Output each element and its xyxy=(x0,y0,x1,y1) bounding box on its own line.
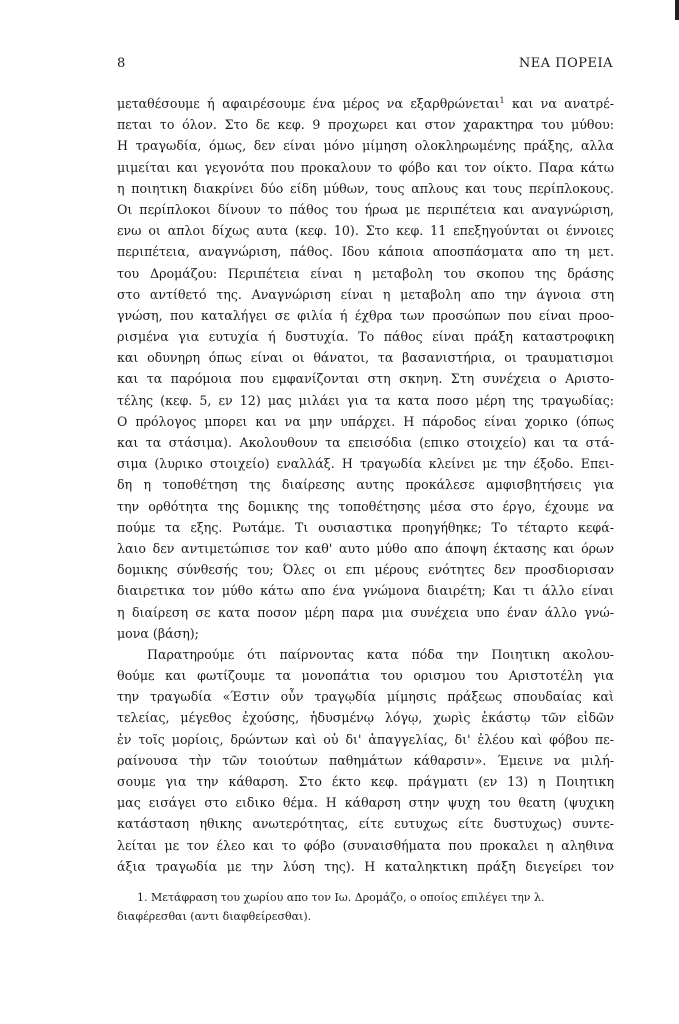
text-line: σιμα (λυρικο στοιχείο) εναλλάξ. Η τραγωδία κλείνει με την έξοδο. Επει- xyxy=(117,456,614,472)
running-title: ΝΕΑ ΠΟΡΕΙΑ xyxy=(518,56,613,71)
text-line: ραίνουσα τὴν τῶν τοιούτων παθημάτων κάθαρσιν». Έμεινε να μιλή- xyxy=(117,752,614,768)
text-line: μιμείται και γεγονότα που προκαλουν το φόβο και τον οίκτο. Παρα κάτω xyxy=(117,159,614,175)
text-line: μας εισάγει στο ειδικο θέμα. Η κάθαρση στην ψυχη του θεατη (ψυχικη xyxy=(117,795,614,811)
text-line: δη η τοποθέτηση της διαίρεσης αυτης προκάλεσε αμφισβητήσεις για xyxy=(117,477,614,493)
page-header xyxy=(117,56,613,76)
text-line: και τα στάσιμα). Ακολουθουν τα επεισόδια (επικο στοιχείο) και τα στά- xyxy=(117,435,614,450)
text-line: Ο πρόλογος μπορει και να μην υπάρχει. Η πάροδος είναι χορικο (όπως xyxy=(117,413,614,429)
text-line: και τα παρόμοια που εμφανίζονται στη σκηνη. Στη συνέχεια ο Αριστο- xyxy=(117,371,614,387)
footnote-line: 1. Μετάφραση του χωρίου απο τον Ιω. Δρομάζο, ο οποίος επιλέγει την λ. xyxy=(137,891,545,904)
text-line: σουμε για την κάθαρση. Στο έκτο κεφ. πράγματι (εν 13) η Ποιητικη xyxy=(117,774,614,789)
text-line: λείται με τον έλεο και το φόβο (συναισθήματα που προκαλει η αληθινα xyxy=(117,837,614,853)
text-line: την ορθότητα της δομικης της τοποθέτησης μέσα στο έργο, έχουμε να xyxy=(117,498,614,514)
footnote-ref[interactable]: 1 xyxy=(499,95,505,105)
text-line: η διαίρεση σε κατα ποσον μέρη παρα μια συνέχεια υπο έναν άλλο γνώ- xyxy=(117,604,614,620)
text-line: Οι περίπλοκοι δίνουν το πάθος του ήρωα με περιπέτεια και αναγνώριση, xyxy=(117,201,614,217)
text-line: πούμε τα εξης. Ρωτάμε. Τι ουσιαστικα προηγήθηκε; Το τέταρτο κεφά- xyxy=(117,519,614,535)
text-line: μονα (βάση); xyxy=(117,625,199,641)
text-line: την τραγωδία «Έστιν οὖν τραγῳδία μίμησις πράξεως σπουδαίας καὶ xyxy=(117,689,614,705)
text-line: ἐν τοῖς μορίοις, δρώντων καὶ οὐ δι' ἀπαγγελίας, δι' ἐλέου καὶ φόβου πε- xyxy=(117,731,614,747)
footnote xyxy=(117,888,614,926)
text-line: τελείας, μέγεθος ἐχούσης, ἡδυσμένῳ λόγῳ, χωρὶς ἑκάστῳ τῶν εἰδῶν xyxy=(117,710,614,726)
text-line: στο αντίθετό της. Αναγνώριση είναι η μεταβολη απο την άγνοια στη xyxy=(117,286,614,302)
page-number: 8 xyxy=(117,56,126,71)
text-line: Η τραγωδία, όμως, δεν είναι μόνο μίμηση ολοκληρωμένης πράξης, αλλα xyxy=(117,138,614,154)
scan-edge-mark xyxy=(675,0,679,20)
text-line: τέλης (κεφ. 5, εν 12) μας μιλάει για τα κατα ποσο μέρη της τραγωδίας: xyxy=(117,392,614,408)
text-line: Παρατηρούμε ότι παίρνοντας κατα πόδα την Ποιητικη ακολου- xyxy=(147,646,614,662)
text-line: δομικης σύνθεσής του; Όλες οι επι μέρους ενότητες δεν προσδιορισαν xyxy=(117,562,614,578)
text-line: μεταθέσουμε ή αφαιρέσουμε ένα μέρος να εξαρθρώνεται$^1$ και να ανατρέ- xyxy=(117,95,614,111)
text-line: πεται το όλον. Στο δε κεφ. 9 προχωρει και στον χαρακτηρα του μύθου: xyxy=(117,117,614,133)
text-line: περιπέτεια, αναγνώριση, πάθος. Ιδου κάποια αποσπάσματα απο τη μετ. xyxy=(117,244,614,260)
text-line: διαιρετικα τον μύθο κάτω απο ένα γνώμονα διαιρέτη; Και τι άλλο είναι xyxy=(117,583,614,599)
text-line: λαιο δεν αντιμετώπισε τον καθ' αυτο μύθο απο άποψη έκτασης και όρων xyxy=(117,540,614,556)
text-line: ενω οι απλοι δίχως αυτα (κεφ. 10). Στο κεφ. 11 επεξηγούνται οι έννοιες xyxy=(117,223,614,239)
text-line: και οδυνηρη όπως είναι οι θάνατοι, τα βασανιστήρια, οι τραυματισμοι xyxy=(117,350,614,366)
text-line: η ποιητικη διακρίνει δύο είδη μύθων, τους απλους και τους περίπλοκους. xyxy=(117,180,614,196)
text-line: θούμε και φωτίζουμε τα μονοπάτια του ορισμου του Αριστοτέλη για xyxy=(117,668,614,684)
text-line: ρισμένα για ευτυχία ή δυστυχία. Το πάθος είναι πράξη καταστροφικη xyxy=(117,329,614,345)
text-line: του Δρομάζου: Περιπέτεια είναι η μεταβολη του σκοπου της δράσης xyxy=(117,265,614,281)
text-line: κατάσταση ηθικης ανωτερότητας, είτε ευτυχως είτε δυστυχως) συντε- xyxy=(117,816,614,832)
body-text xyxy=(117,93,614,877)
text-line: άξια τραγωδία με την λύση της). Η καταληκτικη πράξη διεγείρει τον xyxy=(117,858,614,874)
footnote-line: διαφέρεσθαι (αντι διαφθείρεσθαι). xyxy=(117,910,312,923)
text-line: γνώση, που καταλήγει σε φιλία ή έχθρα των προσώπων που είναι προο- xyxy=(117,307,614,323)
